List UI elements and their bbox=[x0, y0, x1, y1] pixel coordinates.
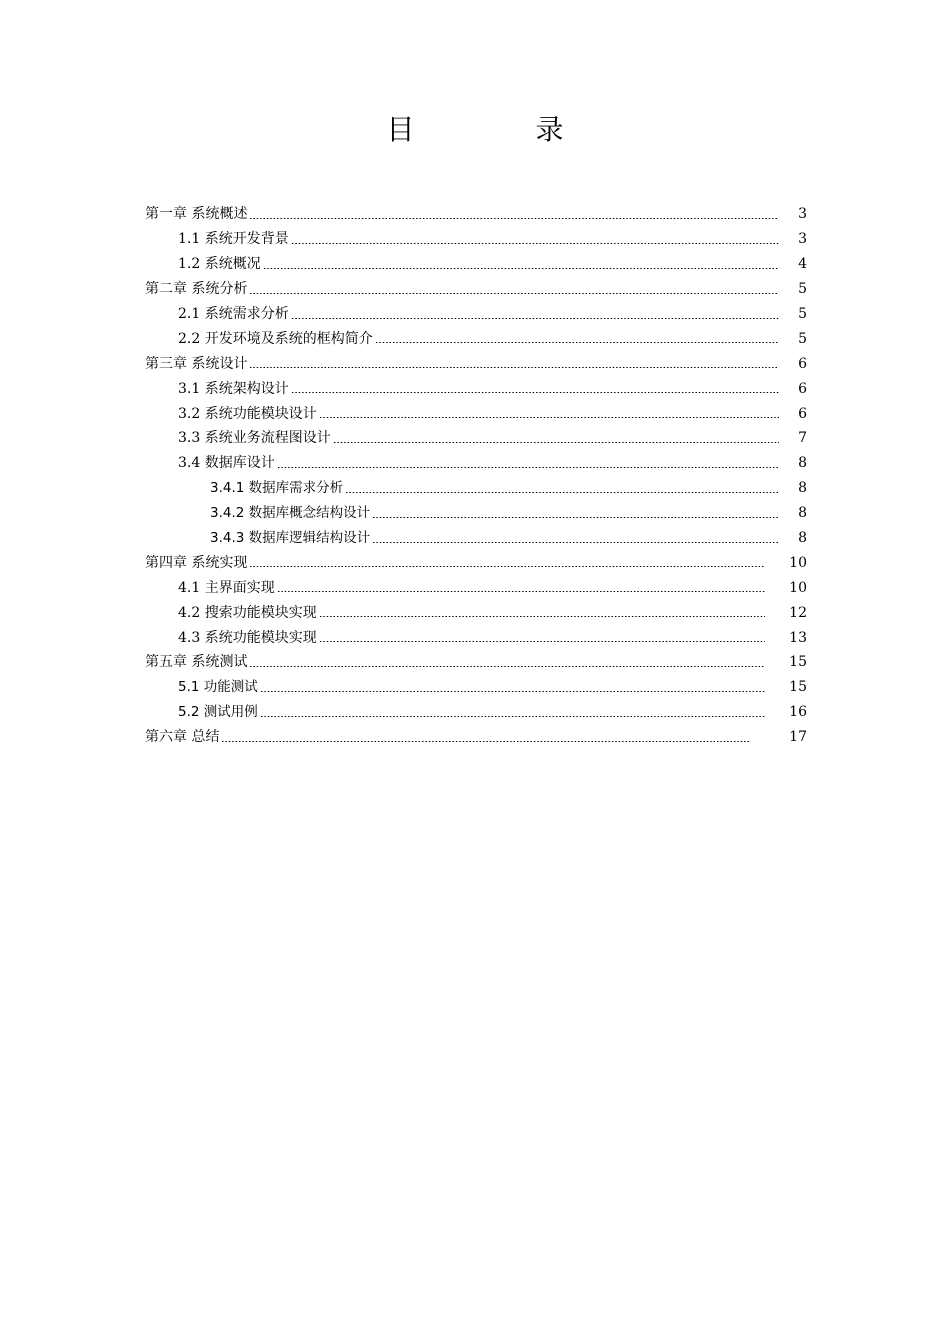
toc-entry-2-1[interactable] bbox=[178, 302, 807, 327]
table-of-contents bbox=[0, 202, 950, 750]
toc-entry-label: 3.4.1 数据库需求分析 bbox=[210, 480, 344, 497]
toc-entry-label: 第四章 系统实现 bbox=[145, 554, 248, 571]
toc-leader-dots bbox=[221, 741, 751, 742]
toc-page-number: 4 bbox=[798, 256, 807, 273]
toc-entry-label: 5.2 测试用例 bbox=[178, 704, 258, 721]
toc-leader-dots bbox=[249, 293, 779, 294]
toc-page-number: 6 bbox=[798, 355, 807, 372]
toc-entry-3-4-2[interactable] bbox=[210, 501, 807, 526]
toc-entry-5-1[interactable] bbox=[178, 675, 807, 700]
toc-entry-label: 2.2 开发环境及系统的框构简介 bbox=[178, 330, 373, 347]
toc-entry-3-1[interactable] bbox=[178, 376, 807, 401]
toc-leader-dots bbox=[372, 542, 779, 543]
toc-entry-label: 第六章 总结 bbox=[145, 729, 220, 746]
toc-leader-dots bbox=[249, 367, 779, 368]
toc-page-number: 5 bbox=[798, 330, 807, 347]
toc-page-number: 8 bbox=[798, 480, 807, 497]
toc-entry-5-2[interactable] bbox=[178, 700, 807, 725]
toc-entry-chapter-4[interactable] bbox=[145, 550, 807, 575]
toc-entry-3-2[interactable] bbox=[178, 401, 807, 426]
toc-leader-dots bbox=[319, 616, 765, 617]
toc-page-number: 12 bbox=[789, 604, 807, 621]
toc-leader-dots bbox=[249, 566, 765, 567]
toc-entry-chapter-3[interactable] bbox=[145, 351, 807, 376]
toc-entry-2-2[interactable] bbox=[178, 326, 807, 351]
toc-page-number: 16 bbox=[789, 704, 807, 721]
toc-page-number: 7 bbox=[798, 430, 807, 447]
toc-entry-label: 第五章 系统测试 bbox=[145, 654, 248, 671]
toc-entry-label: 3.4 数据库设计 bbox=[178, 455, 275, 472]
toc-page-number: 8 bbox=[798, 530, 807, 547]
toc-leader-dots bbox=[372, 517, 779, 518]
toc-entry-label: 3.1 系统架构设计 bbox=[178, 380, 289, 397]
toc-page-number: 15 bbox=[789, 654, 807, 671]
toc-entry-3-4-3[interactable] bbox=[210, 526, 807, 551]
toc-leader-dots bbox=[375, 342, 779, 343]
toc-page-number: 8 bbox=[798, 505, 807, 522]
toc-leader-dots bbox=[260, 716, 765, 717]
toc-leader-dots bbox=[277, 467, 779, 468]
toc-page-number: 5 bbox=[798, 306, 807, 322]
toc-entry-1-2[interactable] bbox=[178, 252, 807, 277]
toc-leader-dots bbox=[333, 442, 779, 443]
toc-page-number: 10 bbox=[789, 554, 807, 571]
toc-entry-1-1[interactable] bbox=[178, 227, 807, 252]
toc-entry-label: 4.3 系统功能模块实现 bbox=[178, 629, 317, 646]
toc-page-number: 5 bbox=[798, 281, 807, 298]
toc-page-number: 15 bbox=[789, 679, 807, 696]
toc-entry-chapter-5[interactable] bbox=[145, 650, 807, 675]
toc-entry-label: 3.4.3 数据库逻辑结构设计 bbox=[210, 530, 371, 547]
toc-title: 目 录 bbox=[386, 113, 620, 146]
toc-entry-label: 4.2 搜索功能模块实现 bbox=[178, 604, 317, 621]
toc-page-number: 3 bbox=[798, 231, 807, 248]
toc-leader-dots bbox=[291, 243, 779, 244]
toc-entry-label: 3.4.2 数据库概念结构设计 bbox=[210, 505, 371, 522]
toc-entry-label: 3.2 系统功能模块设计 bbox=[178, 405, 317, 422]
toc-entry-chapter-6[interactable] bbox=[145, 725, 807, 750]
toc-page-number: 17 bbox=[789, 729, 807, 746]
toc-page-number: 13 bbox=[789, 629, 807, 646]
toc-page-number: 8 bbox=[798, 455, 807, 472]
toc-leader-dots bbox=[277, 591, 765, 592]
toc-leader-dots bbox=[319, 641, 765, 642]
toc-leader-dots bbox=[291, 392, 779, 393]
toc-entry-label: 1.2 系统概况 bbox=[178, 256, 261, 273]
toc-leader-dots bbox=[291, 318, 779, 319]
toc-page-number: 3 bbox=[798, 206, 807, 223]
toc-entry-3-4[interactable] bbox=[178, 451, 807, 476]
toc-page-number: 6 bbox=[798, 380, 807, 397]
toc-entry-chapter-2[interactable] bbox=[145, 277, 807, 302]
toc-entry-label: 4.1 主界面实现 bbox=[178, 579, 275, 596]
toc-entry-label: 3.3 系统业务流程图设计 bbox=[178, 430, 331, 447]
toc-entry-label: 5.1 功能测试 bbox=[178, 679, 258, 696]
toc-entry-4-3[interactable] bbox=[178, 625, 807, 650]
toc-leader-dots bbox=[260, 691, 765, 692]
toc-entry-label: 第三章 系统设计 bbox=[145, 355, 248, 372]
toc-entry-4-1[interactable] bbox=[178, 575, 807, 600]
toc-entry-label: 第一章 系统概述 bbox=[145, 206, 248, 223]
toc-entry-label: 2.1 系统需求分析 bbox=[178, 306, 289, 322]
toc-entry-4-2[interactable] bbox=[178, 600, 807, 625]
toc-entry-3-4-1[interactable] bbox=[210, 476, 807, 501]
toc-entry-chapter-1[interactable] bbox=[145, 202, 807, 227]
toc-page-number: 6 bbox=[798, 405, 807, 422]
toc-leader-dots bbox=[249, 218, 779, 219]
toc-entry-label: 第二章 系统分析 bbox=[145, 281, 248, 298]
toc-page-number: 10 bbox=[789, 579, 807, 596]
toc-entry-label: 1.1 系统开发背景 bbox=[178, 231, 289, 248]
toc-leader-dots bbox=[263, 268, 779, 269]
toc-leader-dots bbox=[319, 417, 779, 418]
toc-entry-3-3[interactable] bbox=[178, 426, 807, 451]
toc-leader-dots bbox=[345, 492, 779, 493]
toc-leader-dots bbox=[249, 666, 765, 667]
